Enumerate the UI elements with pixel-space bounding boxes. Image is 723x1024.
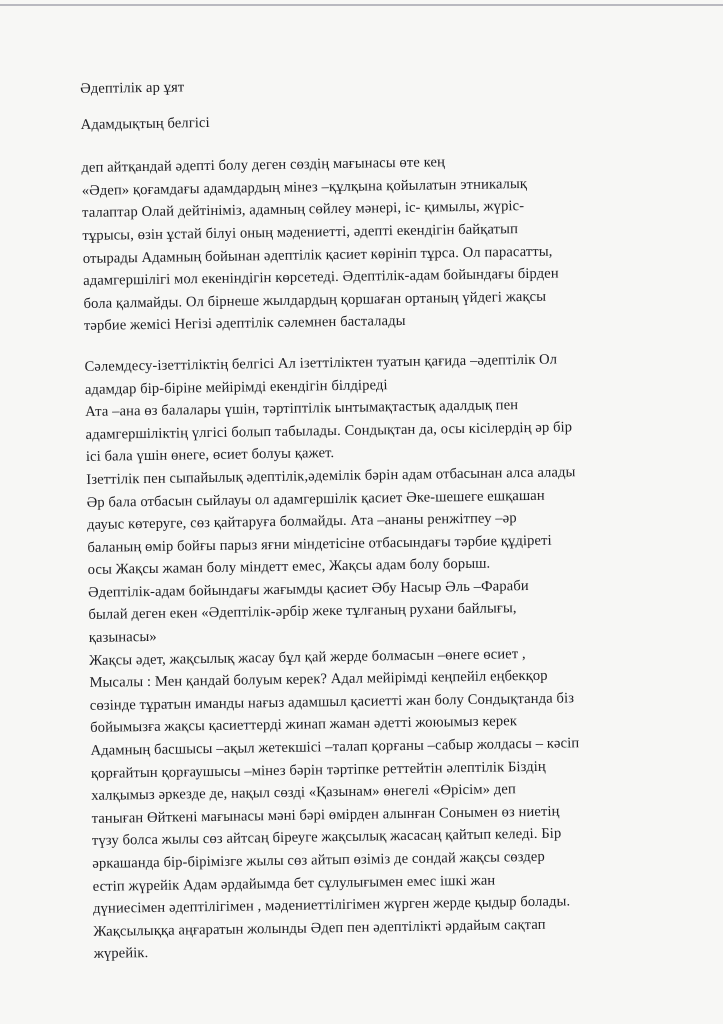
document-title: Әдептілік ар ұят bbox=[80, 79, 185, 97]
text-line: адамгершілігі мол екеніндігін көрсетеді. Әдептілік-адам бойындағы бірден bbox=[83, 265, 559, 290]
text-line: отырады Адамның бойынан әдептілік қасиет көрініп тұрса. Ол парасатты, bbox=[82, 243, 553, 267]
text-line: тәрбие жемісі Негізі әдептілік сәлемнен басталады bbox=[83, 313, 406, 335]
text-line: Жақсы әдет, жақсылық жасау бұл қай жерде болмасын –өнеге өсиет , bbox=[89, 645, 526, 669]
text-line: түзу болса жылы сөз айтсаң біреуге жақсылық жасасаң қайтып келеді. Бір bbox=[91, 825, 562, 850]
scan-top-edge bbox=[0, 4, 723, 6]
text-line: талаптар Олай дейтініміз, адамның сөйлеу мәнері, іс- қимылы, жүріс- bbox=[82, 198, 525, 222]
paragraph-2 bbox=[84, 346, 694, 965]
text-line: адамгершіліктің үлгісі болып табылады. Сондықтан да, осы кісілердің әр бір bbox=[85, 419, 573, 443]
text-line: тұрысы, өзін ұстай білуі оның мәдениетті, әдепті екендігін байқатып bbox=[82, 221, 519, 244]
text-line: Сәлемдесу-ізеттіліктің белгісі Ал ізеттіліктен туатын қағида –әдептілік Ол bbox=[84, 351, 558, 375]
text-line: Әдептілік-адам бойындағы жағымды қасиет Әбу Насыр Әль –Фараби bbox=[87, 577, 529, 601]
text-line: бойымызға жақсы қасиеттерді жинап жаман әдетті жоюымыз керек bbox=[90, 713, 518, 737]
document-page bbox=[80, 69, 694, 966]
text-line: ісі бала үшін өнеге, өсиет болуы қажет. bbox=[85, 445, 335, 466]
text-line: Әр бала отбасын сыйлауы ол адамгершілік қасиет Әке-шешеге ешқашан bbox=[86, 487, 545, 511]
text-line: Ізеттілік пен сыпайылық әдептілік,әдемілік бәрін адам отбасынан алса алады bbox=[86, 464, 576, 488]
text-line: Жақсылыққа аңғаратын жолынды Әдеп пен әдептілікті әрдайым сақтап bbox=[93, 916, 546, 940]
text-line: таныған Өйткені мағынасы мәні бәрі өмірден алынған Сонымен өз ниетің bbox=[91, 803, 560, 827]
text-line: осы Жақсы жаман болу міндетт емес, Жақсы адам болу борыш. bbox=[87, 555, 491, 579]
text-line: қорғайтын қорғаушысы –мінез бәрін тәртіпке реттейтін әлептілік Біздің bbox=[90, 758, 546, 782]
text-line: бола қалмайды. Ол бірнеше жылдардың қоршаған ортаның үйдегі жақсы bbox=[83, 288, 547, 312]
text-line: халқымыз әркезде де, нақыл сөзді «Қазынам» өнегелі «Өрісім» деп bbox=[91, 781, 516, 805]
text-line: дүниесімен әдептілігімен , мәдениеттілігімен жүрген жерде қыдыр болады. bbox=[92, 893, 571, 918]
text-line: баланың өмір бойғы парыз яғни міндетісіне отбасындағы тәрбие құдіреті bbox=[87, 532, 552, 556]
paragraph-1 bbox=[81, 148, 684, 338]
text-line: дауыс көтеруге, сөз қайтаруға болмайды. Ата –ананы ренжітпеу –әр bbox=[86, 510, 517, 534]
document-subtitle: Адамдықтың белгісі bbox=[80, 114, 210, 133]
text-line: былай деген екен «Әдептілік-әрбір жеке тұлғаның рухани байлығы, bbox=[88, 600, 517, 624]
text-line: Адамның басшысы –ақыл жетекшісі –талап қорғаны –сабыр жолдасы – кәсіп bbox=[90, 735, 580, 759]
text-line: әркашанда бір-бірімізге жылы сөз айтып өзіміз де сондай жақсы сөздер bbox=[92, 848, 545, 872]
text-line: Ата –ана өз балалары үшін, тәртіптілік ынтымақтастық адалдық пен bbox=[85, 397, 519, 421]
text-line: адамдар бір-біріне мейірімді екендігін білдіреді bbox=[84, 376, 388, 398]
text-line: сөзінде тұратын иманды нағыз адамшыл қасиетті жан болу Сондықтанда біз bbox=[89, 690, 575, 714]
text-line: қазынасы» bbox=[88, 628, 157, 646]
text-line: жүрейік. bbox=[93, 945, 149, 963]
text-line: деп айтқандай әдепті болу деген сөздің мағынасы өте кең bbox=[81, 154, 446, 177]
text-line: «Әдеп» қоғамдағы адамдардың мінез –құлқына қойылатын этникалық bbox=[81, 175, 528, 199]
text-line: Мысалы : Мен қандай болуым керек? Адал мейірімді кеңпейіл еңбекқор bbox=[89, 667, 548, 692]
text-line: естіп жүрейік Адам әрдайымда бет сұлулығымен емес ішкі жан bbox=[92, 872, 496, 895]
